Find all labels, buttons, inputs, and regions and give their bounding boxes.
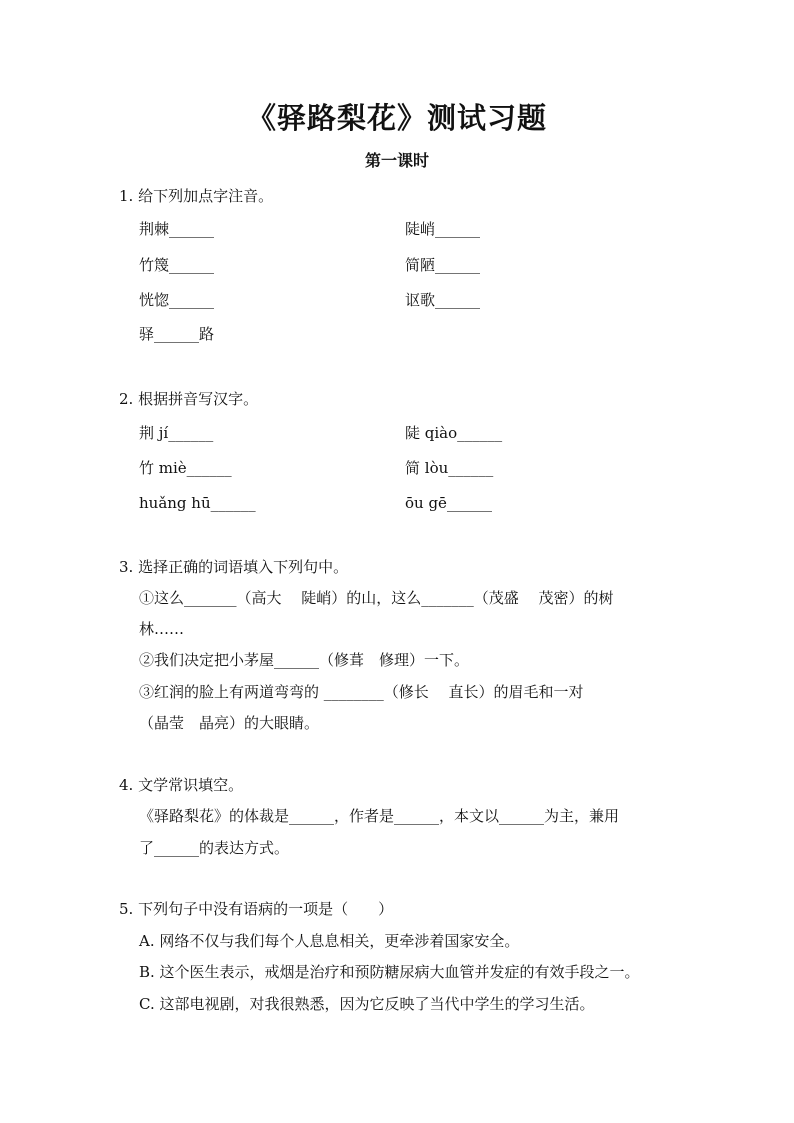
q1-item: 简陋______ — [405, 256, 481, 274]
q2-item: 简 lòu______ — [405, 459, 494, 477]
q3-line: （晶莹 晶亮）的大眼睛。 — [139, 714, 320, 732]
page-title: 《驿路梨花》测试习题 — [246, 101, 547, 135]
q3-line: ③红润的脸上有两道弯弯的 ________（修长 直长）的眉毛和一对 — [139, 683, 584, 701]
q5-option-b: B. 这个医生表示，戒烟是治疗和预防糖尿病大血管并发症的有效手段之一。 — [139, 963, 640, 981]
q1-item: 荆棘______ — [139, 220, 215, 238]
q4-line: 了______的表达方式。 — [139, 839, 290, 857]
q5-option-c: C. 这部电视剧，对我很熟悉，因为它反映了当代中学生的学习生活。 — [139, 995, 595, 1013]
q3-line: 林…… — [139, 620, 185, 638]
q4-line: 《驿路梨花》的体裁是______，作者是______，本文以______为主，兼用 — [139, 807, 620, 825]
q5-option-a: A. 网络不仅与我们每个人息息相关，更牵涉着国家安全。 — [139, 932, 520, 950]
q2-stem: 2. 根据拼音写汉字。 — [119, 390, 259, 408]
q1-stem: 1. 给下列加点字注音。 — [119, 187, 274, 205]
q4-stem: 4. 文学常识填空。 — [119, 776, 244, 794]
q3-line: ②我们决定把小茅屋______（修葺 修理）一下。 — [139, 651, 470, 669]
q2-item: ōu gē______ — [405, 494, 492, 512]
q1-item: 陡峭______ — [405, 220, 481, 238]
q1-item: 驿______路 — [139, 325, 215, 343]
q1-item: 讴歌______ — [405, 291, 481, 309]
q2-item: huǎng hū______ — [139, 494, 256, 512]
q5-stem: 5. 下列句子中没有语病的一项是（ ） — [119, 900, 394, 918]
q2-item: 荆 jí______ — [139, 424, 214, 442]
q3-line: ①这么_______（高大 陡峭）的山，这么_______（茂盛 茂密）的树 — [139, 589, 614, 607]
page-subtitle: 第一课时 — [364, 151, 429, 170]
q1-item: 竹篾______ — [139, 256, 215, 274]
q3-stem: 3. 选择正确的词语填入下列句中。 — [119, 558, 349, 576]
q2-item: 陡 qiào______ — [405, 424, 503, 442]
q2-item: 竹 miè______ — [139, 459, 232, 477]
q1-item: 恍惚______ — [139, 291, 215, 309]
